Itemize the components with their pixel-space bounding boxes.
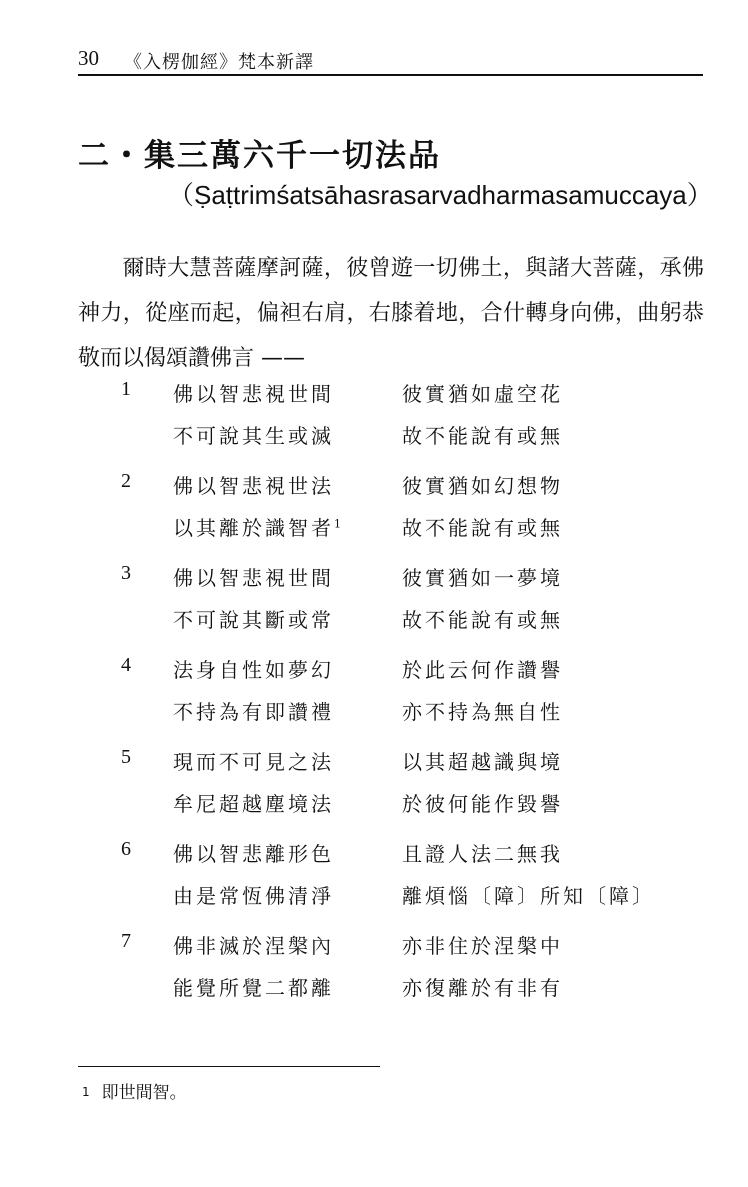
verse-line-left-1: 現而不可見之法 (173, 750, 334, 774)
verse-line-right-1: 彼實猶如幻想物 (402, 474, 563, 498)
verse (0, 922, 748, 1014)
footnote-divider (78, 1066, 380, 1067)
verse-line-right-1: 且證人法二無我 (402, 842, 563, 866)
verse-line-right-1: 以其超越識與境 (402, 750, 563, 774)
verse-line-right-2: 亦不持為無自性 (402, 700, 563, 724)
verse-number: 5 (121, 746, 131, 768)
verse (0, 370, 748, 462)
chapter-title: 二・集三萬六千一切法品 (78, 138, 441, 174)
verse-line-left-2: 不可說其斷或常 (173, 608, 334, 632)
verse-line-right-1: 彼實猶如一夢境 (402, 566, 563, 590)
verse-number: 3 (121, 562, 131, 584)
verse-line-left-2: 能覺所覺二都離 (173, 976, 334, 1000)
verse (0, 462, 748, 554)
verse-line-left-2: 不可說其生或滅 (173, 424, 334, 448)
verse (0, 738, 748, 830)
verse-number: 6 (121, 838, 131, 860)
verse-line-left-1: 法身自性如夢幻 (173, 658, 334, 682)
verse-line-right-2: 故不能說有或無 (402, 608, 563, 632)
verse-line-left-1: 佛以智悲離形色 (173, 842, 334, 866)
verse-list (0, 370, 748, 1014)
verse-line-right-1: 亦非住於涅槃中 (402, 934, 563, 958)
verse-number: 1 (121, 378, 131, 400)
running-title: 《入楞伽經》梵本新譯 (124, 52, 314, 73)
verse-line-right-2: 故不能說有或無 (402, 516, 563, 540)
verse-line-right-1: 彼實猶如虛空花 (402, 382, 563, 406)
footnote (82, 1078, 187, 1103)
running-header (78, 44, 703, 76)
verse-number: 2 (121, 470, 131, 492)
verse (0, 646, 748, 738)
footnote-number: 1 (82, 1085, 90, 1099)
page-number: 30 (78, 46, 99, 70)
chapter-subtitle: （Ṣaṭtrimśatsāhasrasarvadharmasamuccaya） (168, 180, 713, 210)
verse-line-left-1: 佛非滅於涅槃內 (173, 934, 334, 958)
verse-number: 7 (121, 930, 131, 952)
verse-line-left-2: 不持為有即讚禮 (173, 700, 334, 724)
verse (0, 830, 748, 922)
verse-line-left-1: 佛以智悲視世間 (173, 382, 334, 406)
verse-line-text: 以其離於識智者 (173, 516, 334, 540)
verse-line-right-1: 於此云何作讚譽 (402, 658, 563, 682)
verse-line-right-2: 故不能說有或無 (402, 424, 563, 448)
verse-line-left-2 (173, 512, 341, 541)
footnote-reference[interactable]: 1 (334, 517, 341, 531)
verse-line-right-2: 離煩惱〔障〕所知〔障〕 (402, 884, 655, 908)
footnote-text: 即世間智。 (101, 1083, 187, 1103)
intro-paragraph (78, 246, 704, 381)
verse-line-left-1: 佛以智悲視世間 (173, 566, 334, 590)
intro-text: 爾時大慧菩薩摩訶薩，彼曾遊一切佛土，與諸大菩薩，承佛神力，從座而起，偏袒右肩，右膝着地，合什轉身向佛，曲躬恭敬而以偈頌讚佛言 —— (78, 256, 704, 371)
verse-line-left-2: 由是常恆佛清淨 (173, 884, 334, 908)
verse-line-left-1: 佛以智悲視世法 (173, 474, 334, 498)
verse-line-right-2: 亦復離於有非有 (402, 976, 563, 1000)
verse-line-right-2: 於彼何能作毀譽 (402, 792, 563, 816)
verse (0, 554, 748, 646)
verse-number: 4 (121, 654, 131, 676)
verse-line-left-2: 牟尼超越塵境法 (173, 792, 334, 816)
